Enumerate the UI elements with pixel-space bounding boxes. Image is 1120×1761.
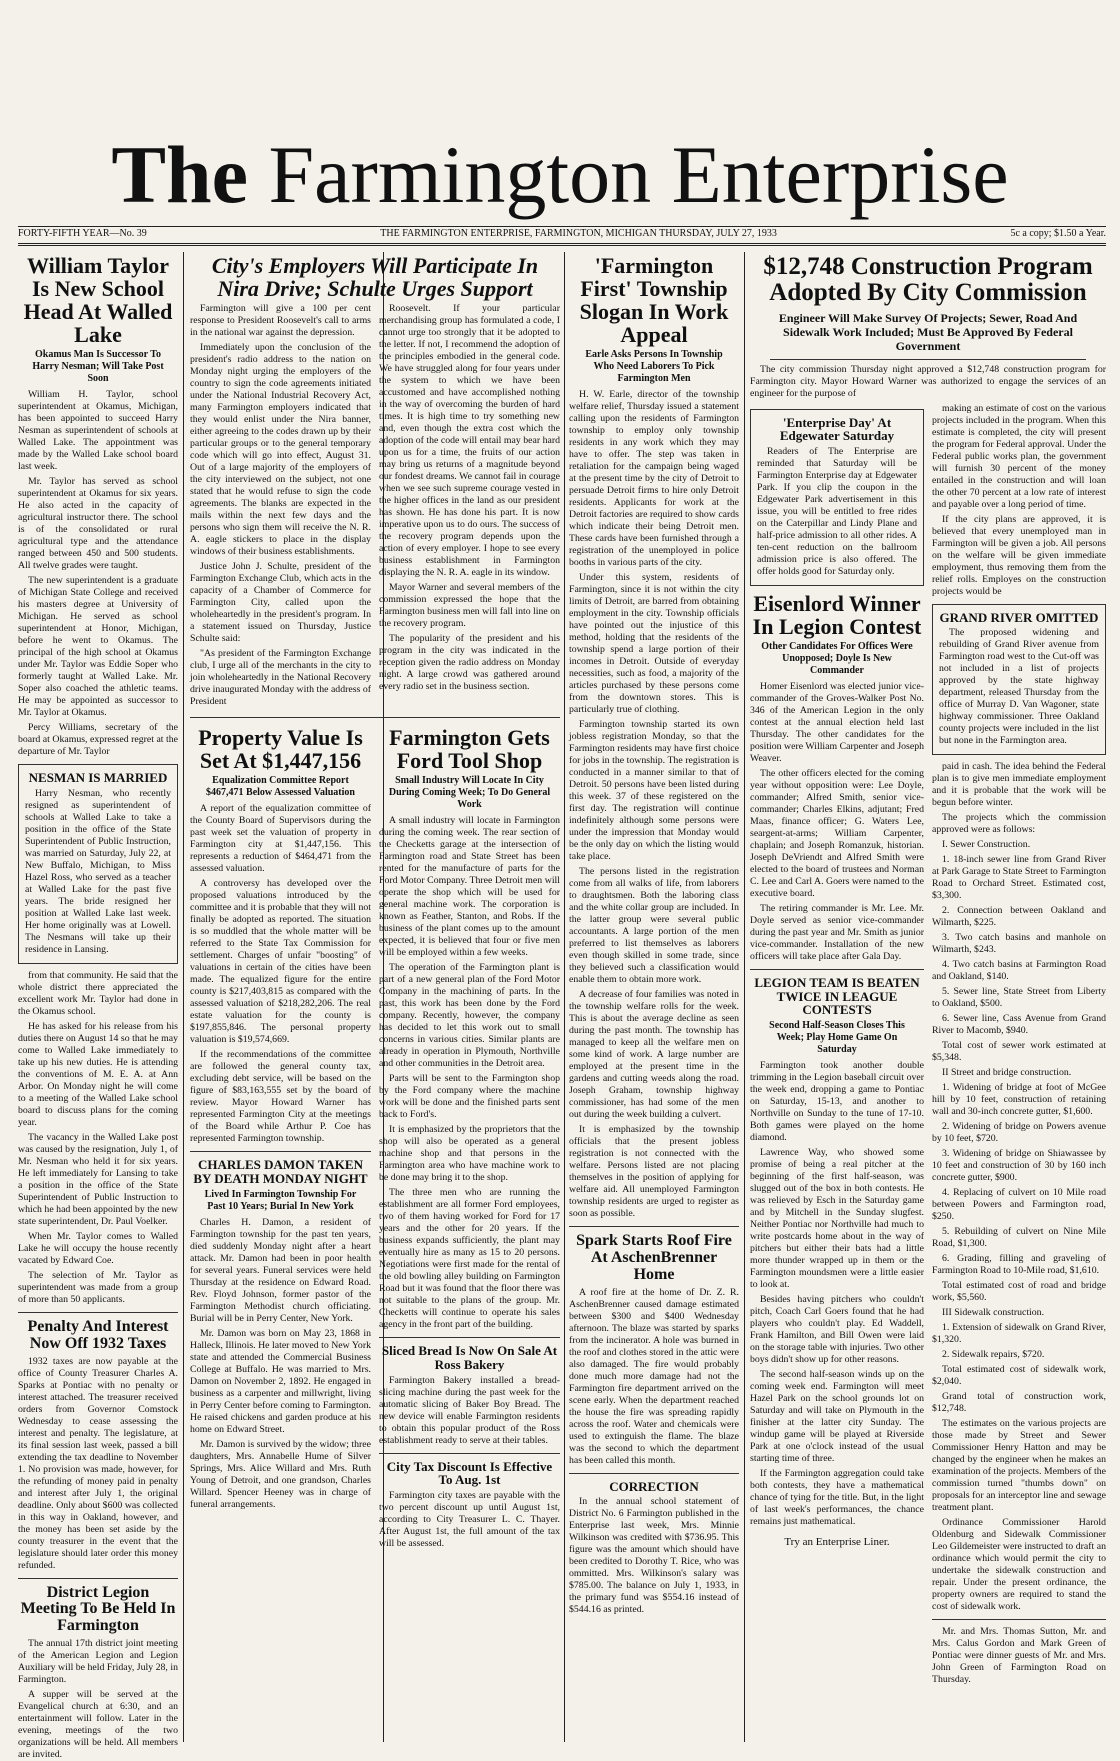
- divider: [569, 1473, 739, 1474]
- nira-left: [190, 303, 371, 711]
- paragraph: I. Sewer Construction.: [942, 839, 1031, 851]
- paragraph: Justice John J. Schulte, president of the Farmington Exchange Club, which acts in the capacity of a Chamber of Commerce for Farmington City, called upon the wholeheartedly in the president's program. In a statement issued on Thursday, Justice Schulte said:: [190, 561, 371, 645]
- headline-correction: CORRECTION: [609, 1478, 699, 1494]
- paragraph: Total estimated cost of road and bridge work, $5,560.: [932, 1280, 1106, 1304]
- paragraph: When Mr. Taylor comes to Walled Lake he will occupy the house recently vacated by Edward Coe.: [18, 1231, 178, 1267]
- paragraph: from that community. He said that the whole district there appreciated the excellent work Mr. Taylor had done in the Okamus school.: [18, 970, 178, 1018]
- paragraph: A roof fire at the home of Dr. Z. R. AschenBrenner caused damage estimated between $300 and $400 Wednesday afternoon. The blaze was started by sparks from the incinerator. A hole was burned in the roof and clothes stored in the attic were also damaged. The fire would probably done much more damage had not the Farmington fire department arrived on the scene early. When the department reached the house the fire was spreading rapidly across the roof. Water and chemicals were used to extinguish the flame. The blaze was the second to which the department has been called this month.: [569, 1286, 739, 1466]
- paragraph: A controversy has developed over the proposed valuations introduced by the committee and it is probable that they will not finally be adopted as reported. The situation is so muddled that the whole matter will be referred to the State Tax Commission for settlement. Charges of unfair "boosting" of valuations in certain of the cities have been made. The equalized figure for the entire county is $217,403,815 as compared with the assessed valuation of $218,282,206. The real estate valuation for the county is $197,855,846. The personal property valuation is $19,574,669.: [190, 878, 371, 1046]
- paragraph: Roosevelt. If your particular merchandising group has formulated a code, I cannot urge too strongly that it be adopted to the letter. If not, I recommend the adoption of the principles embodied in the general code. We have struggled along for four years under the system to which we have been accustomed and have accomplished nothing in the way of overcoming the burden of hard times. It is high time to try something new and, even though the extra cost which the adoption of the code will entail may bear hard upon us for a time, the fruits of our action may bring us returns of a magnitude beyond our fondest dreams. We cannot fail in courage when we see such supreme courage vested in the higher offices in the land as our president has shown. He has done his part. It is now imperative upon us to do ours. The success of the recovery program depends upon the action of every employer. I hope to see every business establishment in Farmington displaying the N. R. A. eagle in its window.: [379, 303, 560, 579]
- paragraph: 2. Connection between Oakland and Wilmarth, $225.: [932, 905, 1106, 929]
- folio-price: 5c a copy; $1.50 a Year.: [1010, 228, 1106, 239]
- headline-farmington-first: 'Farmington First' Township Slogan In Work Appeal: [579, 253, 729, 348]
- paragraph: Farmington city taxes are payable with the two percent discount up until August 1st, according to City Treasurer L. C. Thayer. After August 1st, the full amount of the tax will be assessed.: [379, 1489, 560, 1549]
- folio-dateline: THE FARMINGTON ENTERPRISE, FARMINGTON, MICHIGAN THURSDAY, JULY 27, 1933: [380, 228, 777, 239]
- headline-nesman: NESMAN IS MARRIED: [28, 770, 168, 786]
- paragraph: 3. Two catch basins and manhole on Wilmarth, $243.: [932, 932, 1106, 956]
- divider: [18, 1578, 178, 1579]
- paragraph: Mr. and Mrs. Thomas Sutton, Mr. and Mrs. Calus Gordon and Mark Green of Pontiac were dinner guests of Mr. and Mrs. John Green of Farmington Road on Thursday.: [932, 1626, 1106, 1686]
- headline-legion-team: LEGION TEAM IS BEATEN TWICE IN LEAGUE CONTESTS: [754, 974, 920, 1018]
- paragraph: Lawrence Way, who showed some promise of being a real pitcher at the beginning of the first half-season, was slugged out of the box in both contests. He was relieved by Esch in the Saturday game and by Mitchell in the Sunday slugfest. Neither Pontiac nor Northville had much to write postcards home about in the way of pitchers but either their bats had a little more thunder wrapped up in them or the Farmington moundsmen were a little easier to look at.: [750, 1146, 924, 1290]
- paragraph: It is emphasized by the township officials that the present jobless registration is not connected with the welfare. Persons listed are not placing themselves in the position of applying for welfare aid. All unemployed Farmington township residents are urged to register as soon as possible.: [569, 1124, 739, 1220]
- deck-eisenlord: Other Candidates For Offices Were Unopposed; Doyle Is New Commander: [761, 640, 913, 676]
- column-4: [569, 252, 739, 1742]
- paragraph: A supper will be served at the Evangelical church at 6:30, and an entertainment will follow. Later in the evening, meetings of the two organizations will be held. All members are invited.: [18, 1689, 178, 1760]
- paragraph: The new superintendent is a graduate of Michigan State College and received his masters degree at University of Michigan. He served as school superintendent at Honor, Michigan, before he went to Okamus. The principal of the high school at Okamus under Mr. Taylor was Eddie Soper who formerly taught at Walled Lake. Mr. Soper also coached the athletic teams. He may be appointed as successor to Mr. Taylor at Okamus.: [18, 575, 178, 719]
- paragraph: 4. Replacing of culvert on 10 Mile road between Powers and Farmington road, $250.: [932, 1187, 1106, 1223]
- deck-farmington-first: Earle Asks Persons In Township Who Need Laborers To Pick Farmington Men: [585, 349, 723, 385]
- paragraph: III Sidewalk construction.: [942, 1307, 1045, 1319]
- paragraph: Parts will be sent to the Farmington shop by the Ford company where the machine work will be done and the finished parts sent back to Ford's.: [379, 1073, 560, 1121]
- paragraph: The other officers elected for the coming year without opposition were: Lee Doyle, commander; Alfred Smith, senior vice-commander; Charles Elkins, adjutant; Fred Maas, finance officer; G. Waters Lee, seargent-at-arms; William Carpenter, chaplain; and Joseph Romanzuk, historian. Joseph DeVriendt and Alfred Smith were elected to the board of trustees and Norman C. Lee and Carl A. Goers were named to the executive board.: [750, 767, 924, 899]
- paragraph: The selection of Mr. Taylor as superintendent was made from a group of more than 50 applicants.: [18, 1270, 178, 1306]
- paragraph: If the city plans are approved, it is believed that every unemployed man in Farmington will be given a job. All persons on the welfare will be given immediate employment, thus removing them from the relief rolls. Employes on the construction projects would be: [932, 513, 1106, 597]
- paragraph: 4. Two catch basins at Farmington Road and Oakland, $140.: [932, 959, 1106, 983]
- paragraph: In the annual school statement of District No. 6 Farmington published in the Enterprise last week, Mrs. Minnie Wilkinson was credited with $736.95. This figure was the amount which should have been credited to Dorothy T. Rice, who was ommitted. Mrs. Wilkinson's salary was $785.00. The balance on July 1, 1933, in the primary fund was $554.16 instead of $544.16 as printed.: [569, 1496, 739, 1616]
- headline-enterprise-day: 'Enterprise Day' At Edgewater Saturday: [779, 414, 895, 444]
- paragraph: Besides having pitchers who couldn't pitch, Coach Carl Goers found that he had players who couldn't play. Ed Waddell, Frank Hamilton, and Bill Owen were laid on the storage table with injuries. Two other boys didn't show up for other reasons.: [750, 1293, 924, 1365]
- paragraph: A report of the equalization committee of the County Board of Supervisors during the past week set the valuation of property in Farmington city at $1,447,156. This represents a reduction of $464,471 from the assessed valuation.: [190, 803, 371, 875]
- paragraph: 5. Rebuilding of culvert on Nine Mile Road, $1,300.: [932, 1226, 1106, 1250]
- divider: [770, 359, 1086, 360]
- divider: [379, 1453, 560, 1454]
- paragraph: He has asked for his release from his duties there on August 14 so that he may come to Walled Lake immediately to take up his new duties. He is attending the conventions of M. E. A. at Ann Arbor. On Monday night he will come to a meeting of the Walled Lake school board to discuss plans for the coming year.: [18, 1021, 178, 1129]
- divider: [190, 717, 560, 718]
- paragraph: Farmington Bakery installed a bread-slicing machine during the past week for the automatic slicing of Baker Boy Bread. The new device will enable Farmington residents to obtain this popular product of the Ross establishment ready to serve at their tables.: [379, 1374, 560, 1446]
- paragraph: H. W. Earle, director of the township welfare relief, Thursday issued a statement calling upon the residents of Farmington township to employ only township residents in any work which they may have to offer. The step was taken in retaliation for the campaign being waged at the present time by the city of Detroit to persuade Detroit firms to hire only Detroit residents. Applicants for work at the Detroit factories are required to show cards which indicate their being Detroit men. These cards have been furnished through a registration of the unemployed in police booths in various parts of the city.: [569, 389, 739, 569]
- paragraph: Grand total of construction work, $12,748.: [932, 1391, 1106, 1415]
- paragraph: The three men who are running the establishment are all former Ford employees, two of them having worked for Ford for 17 years and the other for 20 years. If the business expands sufficiently, the plant may eventually hire as many as 15 to 20 persons. Negotiations were first made for the rental of the old bowling alley building on Farmington Road but it was found that the floor there was not suitable to the plans of the group. Mr. Checketts will continue to operate his sales agency in the front part of the building.: [379, 1187, 560, 1331]
- folio-line: [18, 226, 1106, 246]
- paragraph: 2. Sidewalk repairs, $720.: [942, 1349, 1045, 1361]
- signoff: Try an Enterprise Liner.: [784, 1535, 890, 1548]
- paragraph: Total cost of sewer work estimated at $5,348.: [932, 1040, 1106, 1064]
- paragraph: Total estimated cost of sidewalk work, $2,040.: [932, 1364, 1106, 1388]
- paragraph: A small industry will locate in Farmington during the coming week. The rear section of the Checketts garage at the intersection of Farmington road and State Street has been rented for the manufacture of parts for the Ford Motor Company. Three Detroit men will operate the shop which will be used for general machine work. The corporation is known as Feather, Stanton, and Robs. If the business of the plant comes up to the amount expected, it is believed that four or five men will be employed within a few weeks.: [379, 815, 560, 959]
- ford-column: [379, 724, 560, 1553]
- paragraph: The vacancy in the Walled Lake post was caused by the resignation, July 1, of Mr. Nesman who held it for six years. He left immediately for Lansing to take a position in the office of the State Superintendent of Public Instruction to which he had been appointed by the new state superintendent, Dr. Paul Voelker.: [18, 1132, 178, 1228]
- paragraph: making an estimate of cost on the various projects included in the program. When this estimate is completed, the city will present the program for Federal approval. Under the Federal public works plan, the government will furnish 30 percent of the money entailed in the construction and will loan the other 70 percent at a low rate of interest and payable over a long period of time.: [932, 402, 1106, 510]
- headline-taylor: William Taylor Is New School Head At Walled Lake: [23, 253, 173, 348]
- nira-right: [379, 303, 560, 711]
- paragraph: "As president of the Farmington Exchange club, I urge all of the merchants in the city to join wholeheartedly in the National Recovery drive inaugurated Monday with the address of President: [190, 648, 371, 708]
- property-damon-column: [190, 724, 371, 1553]
- title-the: The: [111, 129, 249, 220]
- paragraph: The projects which the commission approved were as follows:: [932, 812, 1106, 836]
- paragraph: Mayor Warner and several members of the commission expressed the hope that the Farmington business men will fall into line on the recovery program.: [379, 582, 560, 630]
- paragraph: Mr. Damon is survived by the widow; three daughters, Mrs. Annabelle Hume of Silver Springs, Mrs. Alice Willard and Mrs. Ruth Young of Detroit, and one grandson, Charles Willard. Spencer Heeney was in charge of funeral arrangements.: [190, 1438, 371, 1510]
- nesman-box: [18, 764, 178, 964]
- construction-left: [750, 403, 924, 1690]
- paragraph: 6. Grading, filling and graveling of Farmington Road to 10-Mile road, $1,610.: [932, 1253, 1106, 1277]
- grand-river-box: [932, 604, 1106, 756]
- paragraph: Mr. Damon was born on May 23, 1868 in Halleck, Illinois. He later moved to New York state and attended the Commercial Business College at Buffalo. He was married to Mrs. Damon on November 2, 1892. He engaged in business as a carpenter and millwright, living in Perry Center before coming to Farmington. He raised chickens and garden produce at his home on Edward Street.: [190, 1327, 371, 1435]
- headline-taxes: Penalty And Interest Now Off 1932 Taxes: [27, 1318, 169, 1352]
- paragraph: Homer Eisenlord was elected junior vice-commander of the Groves-Walker Post No. 346 of the American Legion in the only contest at the annual election held last Thursday. The other candidates for the position were William Carpenter and Joseph Weaver.: [750, 680, 924, 764]
- divider: [750, 969, 924, 970]
- paragraph: The popularity of the president and his program in the city was indicated in the reception given the radio address on Monday night. A large crowd was gathered around every radio set in the business section.: [379, 633, 560, 693]
- newspaper-title: [0, 130, 1120, 220]
- paragraph: Mr. Taylor has served as school superintendent at Okamus for six years. He also acted in the capacity of agricultural instructor there. The school is of the consolidated or rural agricultural type and the attendance ranged between 450 and 500 students. All twelve grades were taught.: [18, 476, 178, 572]
- headline-nira: City's Employers Will Participate In Nira Drive; Schulte Urges Support: [211, 253, 539, 302]
- headline-grand-river: GRAND RIVER OMITTED: [939, 609, 1099, 625]
- headline-eisenlord: Eisenlord Winner In Legion Contest: [752, 590, 922, 639]
- lower-stories: [190, 724, 560, 1553]
- deck-property: Equalization Committee Report $467,471 Below Assessed Valuation: [206, 775, 355, 799]
- paragraph: 3. Widening of bridge on Shiawassee by 10 feet and construction of 30 by 160 inch concrete gutter, $900.: [932, 1148, 1106, 1184]
- headline-bread: Sliced Bread Is Now On Sale At Ross Bakery: [381, 1343, 558, 1373]
- paragraph: II Street and bridge construction.: [942, 1067, 1072, 1079]
- nira-story: [190, 303, 560, 711]
- paragraph: 1. Widening of bridge at foot of McGee hill by 10 feet, construction of retaining wall and 30-inch concrete gutter, $1,600.: [932, 1082, 1106, 1118]
- construction-story: [750, 403, 1106, 1690]
- paragraph: The annual 17th district joint meeting of the American Legion and Legion Auxiliary will be held Friday, July 28, in Farmington.: [18, 1638, 178, 1685]
- enterprise-day-box: [750, 409, 924, 586]
- construction-right: [932, 403, 1106, 1690]
- headline-property: Property Value Is Set At $1,447,156: [198, 725, 363, 774]
- column-rule: [744, 252, 745, 1742]
- paragraph: 1932 taxes are now payable at the office of County Treasurer Charles A. Sparks at Pontiac with no penalty or interest attached. The treasurer received orders from Governor Comstock Wednesday to cease assessing the interest and penalty. The legislature, at its final session last week, passed a bill extending the tax deadline to November 1. No provision was made, however, for the refunding of money paid in penalty and interest after July 1, the original deadline. Only about $600 was collected in this way in Oakland, however, and the money has been set aside by the county treasurer in the event that the legislature should later order this money refunded.: [18, 1355, 178, 1571]
- divider: [932, 1619, 1106, 1620]
- paragraph: The city commission Thursday night approved a $12,748 construction program for Farmington city. Mayor Howard Warner was authorized to engage the services of an engineer for the purpose of: [750, 363, 1106, 399]
- paragraph: If the Farmington aggregation could take both contests, they have a mathematical chance of tying for the title. But, in the light of last week's performances, the chance remains just mathematical.: [750, 1467, 924, 1527]
- paragraph: 1. 18-inch sewer line from Grand River at Park Garage to State Street to Farmington Road to Orchard Street. Estimated cost, $3,300.: [932, 854, 1106, 902]
- paragraph: 2. Widening of bridge on Powers avenue by 10 feet, $720.: [932, 1121, 1106, 1145]
- deck-construction: Engineer Will Make Survey Of Projects; Sewer, Road And Sidewalk Work Included; Must Be Approved By Federal Government: [778, 310, 1078, 353]
- paragraph: Farmington took another double trimming in the Legion baseball circuit over the week end, dropping a game to Pontiac on Saturday, 15-13, and another to Northville on Sunday to the tune of 17-10. Both games were played on the home diamond.: [750, 1059, 924, 1143]
- headline-legion-meeting: District Legion Meeting To Be Held In Farmington: [20, 1583, 176, 1635]
- headline-damon: CHARLES DAMON TAKEN BY DEATH MONDAY NIGHT: [193, 1157, 368, 1187]
- divider: [190, 1151, 371, 1152]
- paragraph: The proposed widening and rebuilding of Grand River avenue from Farmington road west to the Cut-off was not included in a list of projects approved by the state highway department, released Thursday from the office of Murray D. Van Wagoner, state highway commissioner. Three Oakland county projects were included in the list but none in the Farmington area.: [939, 627, 1099, 747]
- paragraph: Under this system, residents of Farmington, since it is not within the city limits of Detroit, are barred from obtaining employment in the city. Township officials have pointed out the injustice of this method, holding that the residents of the township spend a large portion of their incomes in Detroit. Outside of everyday necessities, such as food, a majority of the articles purchased by these persons come from the downtown stores. This is particularly true of clothing.: [569, 572, 739, 716]
- paragraph: The retiring commander is Mr. Lee. Mr. Doyle served as senior vice-commander during the past year and Mr. Smith as junior vice-commander. Installation of the new officers will take place after Gala Day.: [750, 902, 924, 962]
- paragraph: Farmington will give a 100 per cent response to President Roosevelt's call to arms in the national war against the depression.: [190, 303, 371, 339]
- paragraph: The operation of the Farmington plant is part of a new general plan of the Ford Motor Company in the machining of parts. In the past, this work has been done by the Ford company. Recently, however, the company has decided to let this work out to small concerns in various cities. Similar plants are already in operation in Plymouth, Northville and other communities in the Detroit area.: [379, 962, 560, 1070]
- divider: [18, 1312, 178, 1313]
- deck-ford: Small Industry Will Locate In City During Coming Week; To Do General Work: [388, 775, 551, 811]
- column-5-6: [750, 252, 1106, 1742]
- paragraph: 1. Extension of sidewalk on Grand River, $1,320.: [932, 1322, 1106, 1346]
- column-1: [18, 252, 178, 1760]
- headline-construction: $12,748 Construction Program Adopted By City Commission: [763, 253, 1093, 307]
- paragraph: paid in cash. The idea behind the Federal plan is to give men immediate employment and it is probable that the work will be begun before winter.: [932, 761, 1106, 809]
- paragraph: The persons listed in the registration come from all walks of life, from laborers to draughtsmen. Both the laboring class and the white collar group are included. In the latter group were several public accountants. A large portion of the men preferred to list themselves as laborers even though skilled in some trade, since they believed such a classification would enable them to obtain more work.: [569, 866, 739, 986]
- headline-tax-discount: City Tax Discount Is Effective To Aug. 1st: [386, 1458, 553, 1488]
- headline-roof-fire: Spark Starts Roof Fire At AschenBrenner Home: [576, 1232, 732, 1283]
- column-rule: [183, 252, 184, 1742]
- column-2-3: [190, 252, 560, 1742]
- paragraph: Percy Williams, secretary of the board at Okamus, expressed regret at the departure of Mr. Taylor: [18, 722, 178, 758]
- deck-taylor: Okamus Man Is Successor To Harry Nesman; Will Take Post Soon: [32, 349, 164, 385]
- paragraph: Ordinance Commissioner Harold Oldenburg and Sidewalk Commissioner Leo Gildemeister were instructed to draft an ordinance which would permit the city to undertake the sidewalk construction and repair. Under the present ordinance, the property owners are required to stand the cost of sidewalk work.: [932, 1517, 1106, 1613]
- paragraph: William H. Taylor, school superintendent at Okamus, Michigan, has been appointed to succeed Harry Nesman as superintendent of schools at Walled Lake. The appointment was made by the Walled Lake school board last week.: [18, 389, 178, 473]
- folio-volume: FORTY-FIFTH YEAR—No. 39: [18, 228, 147, 239]
- masthead: [0, 0, 1120, 222]
- deck-damon: Lived In Farmington Township For Past 10 Years; Burial In New York: [204, 1188, 357, 1212]
- paragraph: A decrease of four families was noted in the township welfare rolls for the week. This is about the average decline as seen during the past month. The township has managed to keep all the welfare men on some kind of work. A large number are employed at the present time in the gardens and cutting weeds along the road. Joseph Graham, township highway commissioner, has had some of the men out during the week building a culvert.: [569, 989, 739, 1121]
- paragraph: Farmington township started its own jobless registration Monday, so that the Farmington residents may have first choice for jobs in the township. The registration is conducted in a manner similar to that of Detroit. 50 persons have been listed during this week. 37 of these registered on the first day. The registration will continue indefinitely although some persons were under the impression that Monday would be the only day on which the listing would take place.: [569, 719, 739, 863]
- paragraph: Readers of The Enterprise are reminded that Saturday will be Farmington Enterprise day at Edgewater Park. If you clip the coupon in the Edgewater Park advertisement in this issue, you will be entitled to free rides on the Caterpillar and Lindy Plane and half-price admission to all other rides. A ten-cent reduction on the ballroom admission price is also offered. The offer holds good for Saturday only.: [757, 445, 917, 577]
- paragraph: Charles H. Damon, a resident of Farmington township for the past ten years, died suddenly Monday night after a heart attack. Mr. Damon had been in poor health for several years. Funeral services were held Thursday at the residence on Edward Road. Rev. Floyd Johnson, former pastor of the Farmington Methodist church officiating. Burial will be in Perry Center, New York.: [190, 1216, 371, 1324]
- paragraph: Immediately upon the conclusion of the president's radio address to the nation on Monday night urging the employers of the country to sign the code agreements initiated under the National Industrial Recovery Act, many Farmington employers indicated that they would enlist under the Nira banner, either agreeing to the codes drawn up by their particular groups or to the general temporary code which will go into effect, August 31. Out of a large majority of the employers of the city interviewed on the subject, not one stated that he would refuse to sign the code agreements. The blanks are expected in the mails within the next few days and the persons who sign them will receive the N. R. A. eagle stickers to place in the display windows of their business establishments.: [190, 342, 371, 558]
- column-rule: [564, 252, 565, 1742]
- paragraph: The second half-season winds up on the coming week end. Farmington will meet Hazel Park on the school grounds lot on Saturday and will take on Plymouth in the finisher at the latter city Sunday. The windup game will be played at Riverside Park at one o'clock instead of the usual starting time of three.: [750, 1368, 924, 1464]
- paragraph: 6. Sewer line, Cass Avenue from Grand River to Macomb, $940.: [932, 1013, 1106, 1037]
- paragraph: It is emphasized by the proprietors that the shop will also be operated as a general machine shop and that persons in the Farmington area who have machine work to be done may bring it to the shop.: [379, 1124, 560, 1184]
- divider: [379, 1337, 560, 1338]
- paragraph: Harry Nesman, who recently resigned as superintendent of schools at Walled Lake to take a position in the office of the State Superintendent of Public Instruction, was married on Saturday, July 22, at New Buffalo, Michigan, to Miss Hazel Ross, who served as a teacher at Walled Lake for the past five years. The bride resigned her position at Walled Lake last week. Her home originally was at Lowell. The Nesmans will take up their residence in Lansing.: [25, 788, 171, 956]
- title-name: Farmington Enterprise: [268, 129, 1009, 220]
- deck-legion-team: Second Half-Season Closes This Week; Play Home Game On Saturday: [769, 1019, 905, 1055]
- paragraph: 5. Sewer line, State Street from Liberty to Oakland, $500.: [932, 986, 1106, 1010]
- paragraph: If the recommendations of the committee are followed the general county tax, excluding debt service, will be based on the figure of $83,163,555 set by the board of review. Mayor Howard Warner has represented Farmington City at the meetings of the Board while Arthur P. Coe has represented Farmington township.: [190, 1049, 371, 1145]
- divider: [569, 1226, 739, 1227]
- headline-ford: Farmington Gets Ford Tool Shop: [389, 725, 550, 774]
- paragraph: The estimates on the various projects are those made by Street and Sewer Commissioner Henry Hatton and may be changed by the engineer when he makes an examination of the projects. Members of the commission turned "thumbs down" on proposals for an interceptor line and sewage treatment plant.: [932, 1418, 1106, 1514]
